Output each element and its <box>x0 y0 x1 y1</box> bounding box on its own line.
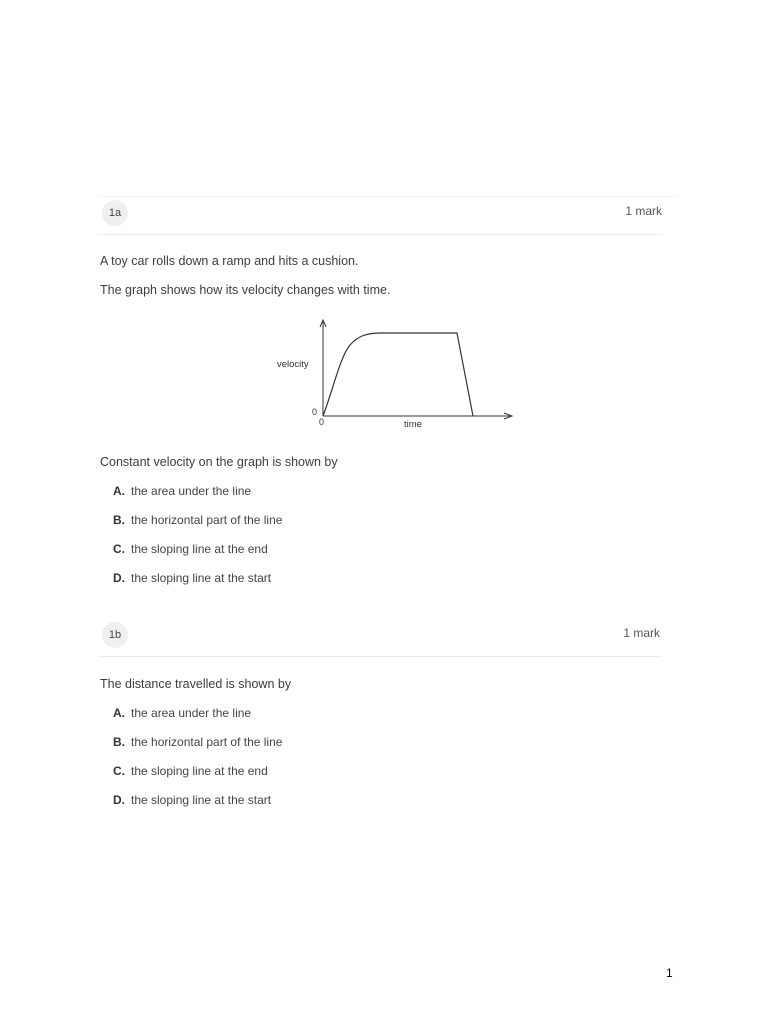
option-text: the horizontal part of the line <box>131 735 283 749</box>
question-stem: Constant velocity on the graph is shown by <box>100 455 338 469</box>
option-letter: B. <box>113 735 125 749</box>
x-origin-label: 0 <box>319 417 325 427</box>
option-a[interactable] <box>113 484 251 498</box>
option-text: the area under the line <box>131 706 252 720</box>
option-letter: A. <box>113 706 125 720</box>
option-text: the sloping line at the start <box>131 571 272 585</box>
option-letter: B. <box>113 513 125 527</box>
question-marks: 1 mark <box>623 626 660 640</box>
option-letter: C. <box>113 764 125 778</box>
option-a[interactable] <box>113 706 251 720</box>
question-number-badge: 1a <box>102 200 128 226</box>
page-number: 1 <box>666 966 673 980</box>
question-intro-graph: The graph shows how its velocity changes with time. <box>100 283 391 297</box>
option-text: the sloping line at the end <box>131 542 268 556</box>
option-c[interactable] <box>113 764 268 778</box>
option-text: the sloping line at the start <box>131 793 272 807</box>
question-number-badge: 1b <box>102 622 128 648</box>
question-stem: The distance travelled is shown by <box>100 677 292 691</box>
option-letter: C. <box>113 542 125 556</box>
y-origin-label: 0 <box>312 407 318 417</box>
option-d[interactable] <box>113 571 271 585</box>
x-axis-label: time <box>404 419 422 430</box>
y-axis-label: velocity <box>277 359 309 370</box>
option-letter: D. <box>113 571 125 585</box>
question-header-1b <box>98 618 662 657</box>
question-intro: A toy car rolls down a ramp and hits a cushion. <box>100 254 359 268</box>
option-c[interactable] <box>113 542 268 556</box>
option-text: the sloping line at the end <box>131 764 268 778</box>
question-marks: 1 mark <box>625 204 662 218</box>
option-letter: D. <box>113 793 125 807</box>
option-b[interactable] <box>113 513 282 527</box>
question-header-1a <box>98 196 662 235</box>
option-d[interactable] <box>113 793 271 807</box>
velocity-time-graph <box>270 312 530 437</box>
velocity-line <box>323 333 473 416</box>
option-text: the area under the line <box>131 484 252 498</box>
option-text: the horizontal part of the line <box>131 513 283 527</box>
option-letter: A. <box>113 484 125 498</box>
option-b[interactable] <box>113 735 282 749</box>
